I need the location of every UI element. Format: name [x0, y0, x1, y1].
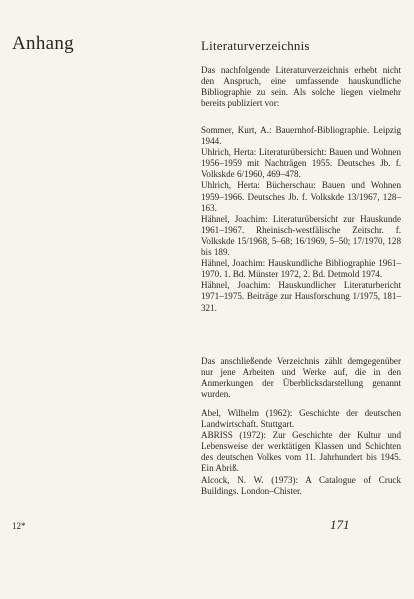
reference-entry: Alcock, N. W. (1973): A Catalogue of Cruck Buildings. London–Chister. — [201, 474, 401, 496]
intro-text: Das nachfolgende Literaturverzeichnis erhebt nicht den Anspruch, eine umfassende hauskundliche Bibliographie zu sein. Als solche liegen vielmehr bereits publiziert vor: — [201, 65, 401, 109]
bibliography-entry: Hähnel, Joachim: Literaturübersicht zur Hauskunde 1961–1967. Rheinisch-westfälische Zeitschr. f. Volkskde 15/1968, 5–68; 16/1969, 5–50; 17/1970, 128 bis 189. — [201, 213, 401, 258]
bibliography-list — [201, 125, 401, 314]
reference-list — [201, 408, 401, 497]
bibliography-entry: Sommer, Kurt, A.: Bauernhof-Bibliographie. Leipzig 1944. — [201, 125, 401, 147]
reference-entry: Abel, Wilhelm (1962): Geschichte der deutschen Landwirtschaft. Stuttgart. — [201, 408, 401, 430]
bibliography-entry: Hähnel, Joachim: Hauskundlicher Literaturbericht 1971–1975. Beiträge zur Hausforschung 1/1975, 181–321. — [201, 280, 401, 313]
bibliography-entry: Uhlrich, Herta: Bücherschau: Bauen und Wohnen 1959–1966. Deutsches Jb. f. Volkskde 13/1967, 128–163. — [201, 180, 401, 213]
reference-entry: ABRISS (1972): Zur Geschichte der Kultur und Lebensweise der werktätigen Klassen und Schichten des deutschen Volkes vom 11. Jahrhundert bis 1945. Ein Abriß. — [201, 430, 401, 474]
page-number: 171 — [330, 517, 350, 532]
intro-paragraph — [201, 65, 401, 109]
transition-text: Das anschließende Verzeichnis zählt demgegenüber nur jene Arbeiten und Werke auf, die in den Anmerkungen der Überblicksdarstellung genannt wurden. — [201, 356, 401, 400]
page-title: Literaturverzeichnis — [201, 38, 310, 53]
bibliography-entry: Uhlrich, Herta: Literaturübersicht: Bauen und Wohnen 1956–1959 mit Nachträgen 1955. Deutsches Jb. f. Volkskde 6/1960, 469–478. — [201, 147, 401, 180]
transition-paragraph — [201, 356, 401, 400]
section-title: Anhang — [12, 33, 74, 54]
bibliography-entry: Hähnel, Joachim: Hauskundliche Bibliographie 1961–1970. 1. Bd. Münster 1972, 2. Bd. Detmold 1974. — [201, 258, 401, 280]
signature-mark: 12* — [12, 521, 26, 531]
